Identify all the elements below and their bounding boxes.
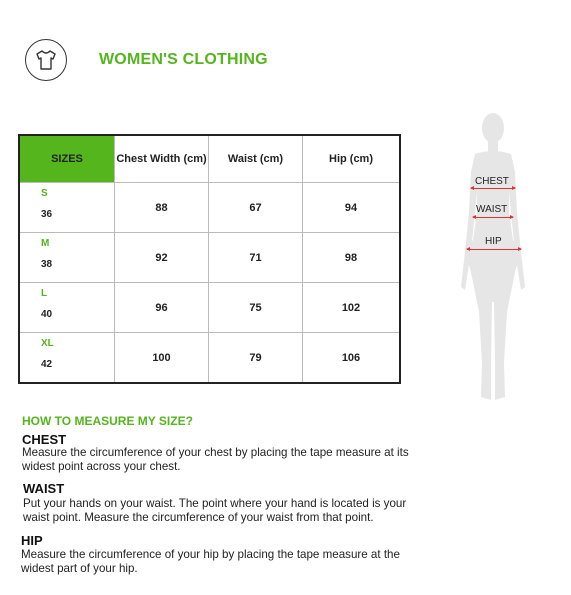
page-title: WOMEN'S CLOTHING xyxy=(99,51,268,68)
hip-label: HIP xyxy=(485,236,502,247)
chest-section-text xyxy=(22,446,409,474)
waist-text-line: waist point. Measure the circumference of your waist from that point. xyxy=(23,511,374,524)
size-letter: XL xyxy=(41,338,54,349)
waist-value: 75 xyxy=(209,283,303,333)
size-number: 40 xyxy=(41,309,53,320)
waist-value: 71 xyxy=(209,233,303,283)
size-number: 42 xyxy=(41,359,53,370)
size-cell xyxy=(19,333,115,384)
waist-label: WAIST xyxy=(476,204,508,215)
waist-tape-line xyxy=(473,217,513,218)
table-header-row xyxy=(19,135,400,183)
arrow-left-icon xyxy=(466,247,470,251)
hip-text-line: widest part of your hip. xyxy=(21,562,138,575)
table-row xyxy=(19,283,400,333)
body-figure xyxy=(455,112,540,404)
tshirt-icon xyxy=(25,39,67,81)
guide-heading: HOW TO MEASURE MY SIZE? xyxy=(22,414,193,428)
chest-text-line: widest point across your chest. xyxy=(22,460,181,473)
waist-value: 67 xyxy=(209,183,303,233)
size-number: 36 xyxy=(41,209,53,220)
size-letter: L xyxy=(41,288,48,299)
arrow-right-icon xyxy=(518,247,522,251)
hip-value: 94 xyxy=(303,183,401,233)
table-row xyxy=(19,233,400,283)
hip-text-line: Measure the circumference of your hip by placing the tape measure at the xyxy=(21,548,400,561)
size-number: 38 xyxy=(41,259,53,270)
arrow-left-icon xyxy=(470,186,474,190)
size-letter: M xyxy=(41,238,50,249)
size-letter: S xyxy=(41,188,48,199)
hip-section-title: HIP xyxy=(21,533,43,548)
hip-tape-line xyxy=(467,249,521,250)
table-row xyxy=(19,183,400,233)
hip-header: Hip (cm) xyxy=(303,135,401,183)
waist-section-title: WAIST xyxy=(23,481,65,496)
arrow-right-icon xyxy=(512,186,516,190)
size-cell xyxy=(19,283,115,333)
size-table xyxy=(18,134,401,384)
waist-section-text xyxy=(23,497,406,525)
waist-header: Waist (cm) xyxy=(209,135,303,183)
arrow-left-icon xyxy=(472,215,476,219)
table-row xyxy=(19,333,400,384)
chest-value: 100 xyxy=(115,333,209,384)
chest-value: 96 xyxy=(115,283,209,333)
waist-value: 79 xyxy=(209,333,303,384)
chest-label: CHEST xyxy=(475,176,509,187)
hip-value: 98 xyxy=(303,233,401,283)
chest-value: 88 xyxy=(115,183,209,233)
arrow-right-icon xyxy=(510,215,514,219)
chest-header: Chest Width (cm) xyxy=(115,135,209,183)
sizes-header: SIZES xyxy=(19,135,115,183)
female-silhouette-icon xyxy=(455,112,540,404)
size-cell xyxy=(19,233,115,283)
chest-tape-line xyxy=(471,188,515,189)
hip-value: 102 xyxy=(303,283,401,333)
hip-section-text xyxy=(21,548,400,576)
waist-text-line: Put your hands on your waist. The point where your hand is located is your xyxy=(23,497,407,510)
chest-section-title: CHEST xyxy=(22,432,67,447)
chest-value: 92 xyxy=(115,233,209,283)
size-cell xyxy=(19,183,115,233)
chest-text-line: Measure the circumference of your chest by placing the tape measure at its xyxy=(22,446,409,459)
hip-value: 106 xyxy=(303,333,401,384)
